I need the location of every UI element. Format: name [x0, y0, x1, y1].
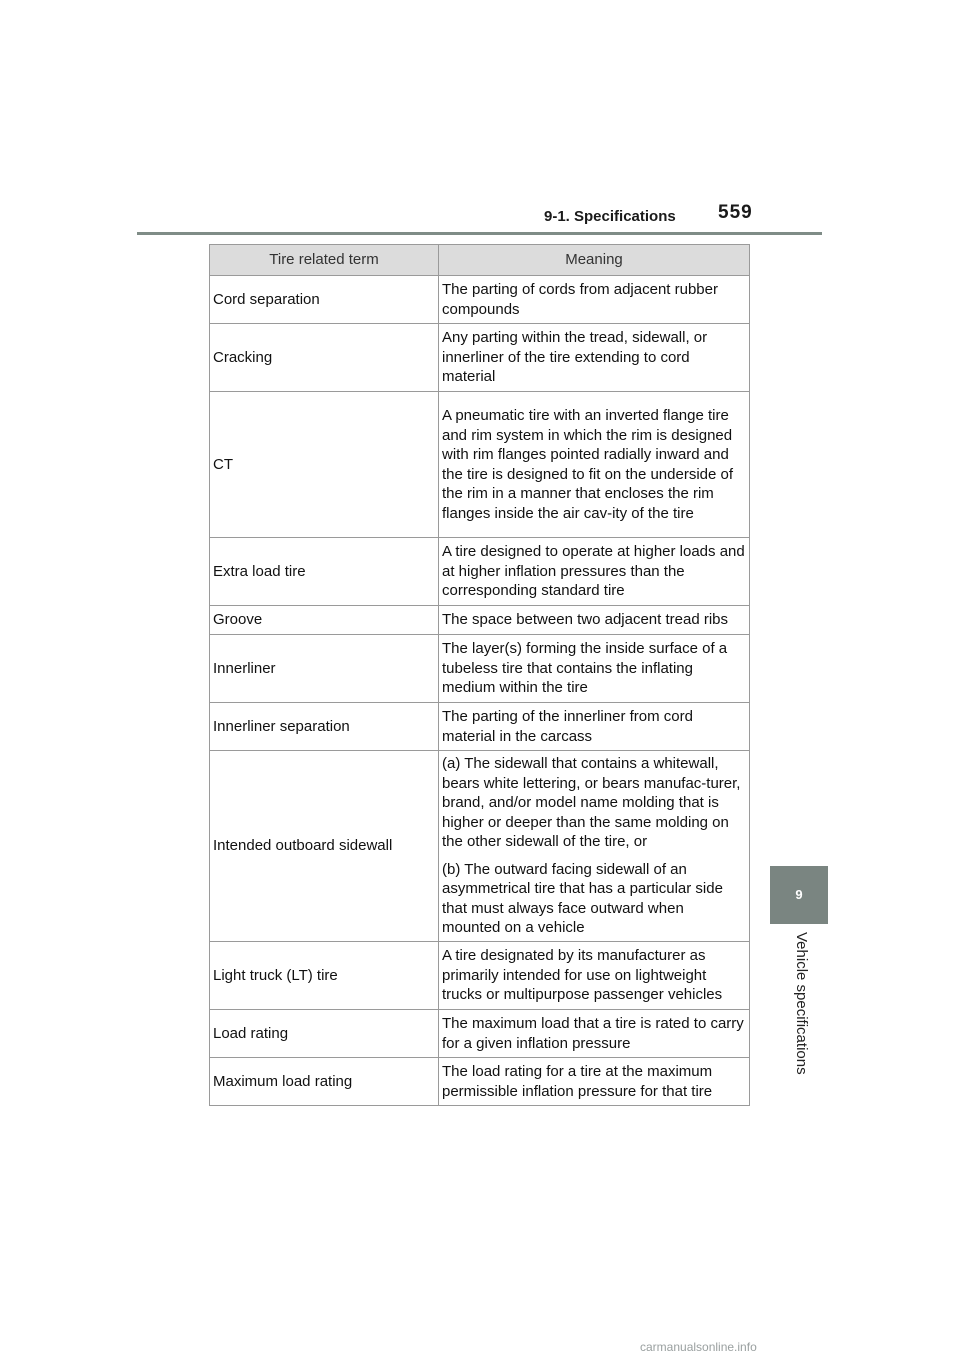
chapter-tab[interactable]: 9 [770, 866, 828, 924]
meaning-cell [439, 1058, 750, 1106]
table-row [210, 942, 750, 1010]
tire-terms-table [209, 244, 750, 1106]
meaning-text: Any parting within the tread, sidewall, or innerliner of the tire extending to cord material [442, 329, 708, 386]
table-row [210, 1010, 750, 1058]
page-number: 559 [718, 202, 753, 223]
table-row [210, 751, 750, 942]
meaning-cell [439, 276, 750, 324]
table-row [210, 635, 750, 703]
term-cell: Intended outboard sidewall [210, 751, 439, 942]
term-cell: Light truck (LT) tire [210, 942, 439, 1010]
meaning-text: The maximum load that a tire is rated to carry for a given inflation pressure [442, 1015, 744, 1052]
meaning-text: A pneumatic tire with an inverted flange tire and rim system in which the rim is designed with rim flanges pointed radially inward and the tire is designed to fit on the underside of the rim in a manner that encloses the rim flanges inside the air cav-ity of the tire [442, 407, 734, 522]
meaning-cell [439, 1010, 750, 1058]
meaning-cell [439, 703, 750, 751]
meaning-cell [439, 392, 750, 538]
table-row [210, 392, 750, 538]
chapter-label-text: Vehicle specifications [793, 932, 810, 1075]
meaning-cell [439, 606, 750, 635]
table-row [210, 276, 750, 324]
meaning-text: The parting of cords from adjacent rubber compounds [442, 281, 718, 318]
section-title: 9-1. Specifications [544, 208, 676, 225]
term-cell: Innerliner [210, 635, 439, 703]
header-divider [137, 232, 822, 235]
meaning-cell [439, 324, 750, 392]
meaning-text-a: (a) The sidewall that contains a whitewall, bears white lettering, or bears manufac-turer, brand, and/or model name molding that is higher or deeper than the same molding on the other sidewall of the tire, or [442, 755, 741, 851]
meaning-cell [439, 538, 750, 606]
meaning-cell [439, 635, 750, 703]
table-row [210, 324, 750, 392]
meaning-text: The layer(s) forming the inside surface of a tubeless tire that contains the inflating medium within the tire [442, 640, 728, 697]
term-cell: Extra load tire [210, 538, 439, 606]
table-row [210, 703, 750, 751]
meaning-cell [439, 751, 750, 942]
meaning-cell [439, 942, 750, 1010]
term-cell: CT [210, 392, 439, 538]
table-header-row [210, 245, 750, 276]
watermark: carmanualsonline.info [640, 1340, 757, 1354]
meaning-text: A tire designated by its manufacturer as primarily intended for use on lightweight trucks or multipurpose passenger vehicles [442, 947, 723, 1004]
meaning-text: The parting of the innerliner from cord material in the carcass [442, 708, 693, 745]
table-row [210, 606, 750, 635]
meaning-text-b: (b) The outward facing sidewall of an asymmetrical tire that has a particular side that must always face outward when mounted on a vehicle [442, 860, 723, 937]
meaning-text: A tire designed to operate at higher loads and at higher inflation pressures than the corresponding standard tire [442, 543, 745, 600]
meaning-text: The load rating for a tire at the maximum permissible inflation pressure for that tire [442, 1063, 713, 1100]
term-cell: Innerliner separation [210, 703, 439, 751]
column-header-term: Tire related term [210, 245, 439, 276]
term-cell: Groove [210, 606, 439, 635]
term-cell: Cracking [210, 324, 439, 392]
chapter-label [788, 932, 810, 1096]
term-cell: Load rating [210, 1010, 439, 1058]
table-row [210, 538, 750, 606]
table-row [210, 1058, 750, 1106]
meaning-text: The space between two adjacent tread ribs [442, 611, 729, 629]
term-cell: Maximum load rating [210, 1058, 439, 1106]
column-header-meaning: Meaning [439, 245, 750, 276]
term-cell: Cord separation [210, 276, 439, 324]
